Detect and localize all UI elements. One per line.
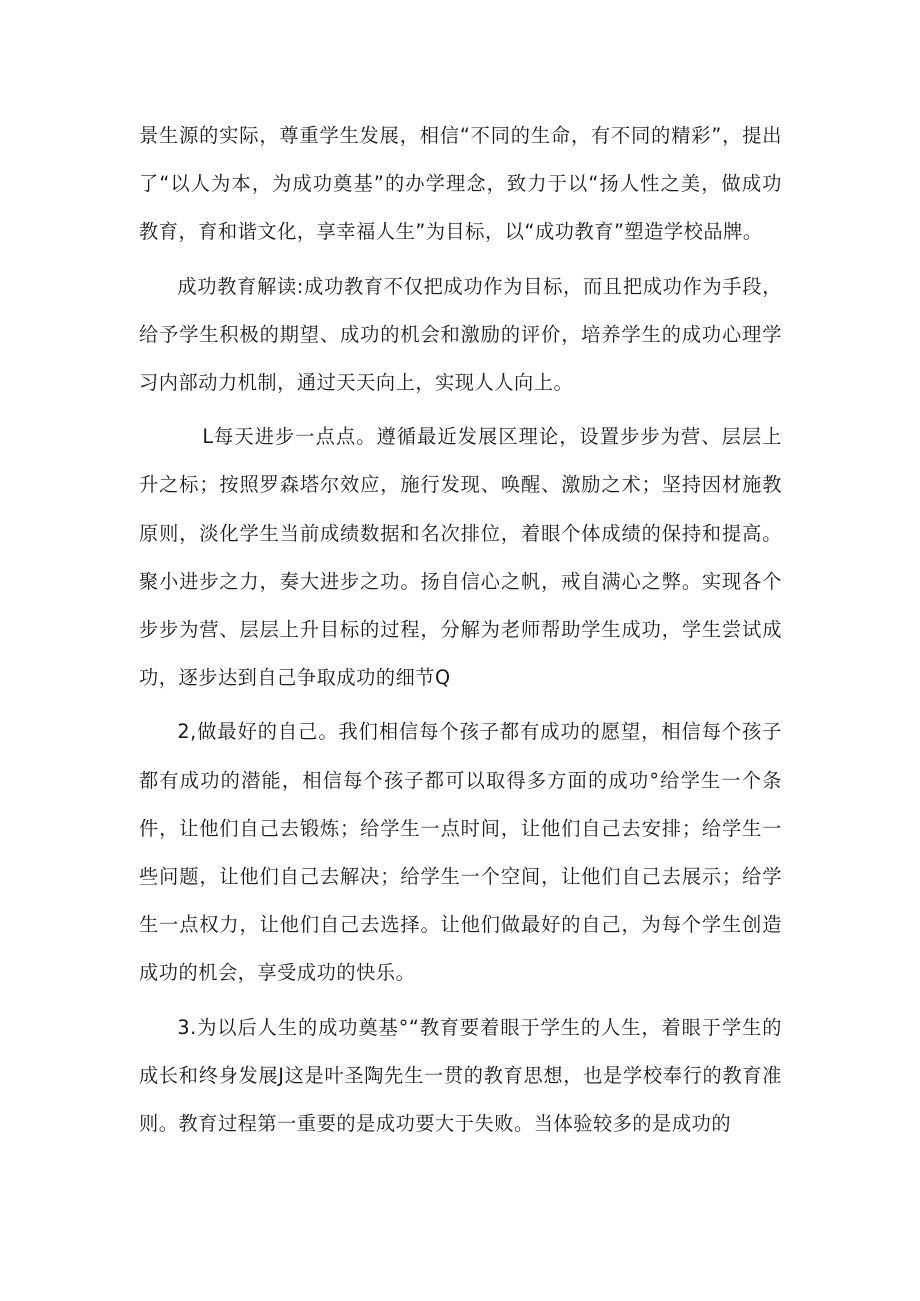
document-body	[139, 112, 782, 1154]
paragraph-progress-every-day: L每天进步一点点。遵循最近发展区理论，设置步步为营、层层上升之标；按照罗森塔尔效应，施行发现、唤醒、激励之术；坚持因材施教原则，淡化学生当前成绩数据和名次排位，着眼个体成绩的保持和提高。聚小进步之力，奏大进步之功。扬自信心之帆，戒自满心之弊。实现各个步步为营、层层上升目标的过程，分解为老师帮助学生成功，学生尝试成功，逐步达到自己争取成功的细节Q	[139, 425, 782, 690]
paragraph-be-best-self: 2,做最好的自己。我们相信每个孩子都有成功的愿望，相信每个孩子都有成功的潜能，相信每个孩子都可以取得多方面的成功°给学生一个条件，让他们自己去锻炼；给学生一点时间，让他们自己去安排；给学生一些问题，让他们自己去解决；给学生一个空间，让他们自己去展示；给学生一点权力，让他们自己去选择。让他们做最好的自己，为每个学生创造成功的机会，享受成功的快乐。	[139, 720, 782, 985]
paragraph-success-education-interpretation: 成功教育解读:成功教育不仅把成功作为目标，而且把成功作为手段，给予学生积极的期望、成功的机会和激励的评价，培养学生的成功心理学习内部动力机制，通过天天向上，实现人人向上。	[139, 274, 782, 395]
paragraph-school-philosophy: 景生源的实际，尊重学生发展，相信“不同的生命，有不同的精彩”，提出了“以人为本，为成功奠基”的办学理念，致力于以“扬人性之美，做成功教育，育和谐文化，享幸福人生”为目标，以“成功教育”塑造学校品牌。	[139, 124, 782, 244]
paragraph-foundation-for-life: 3.为以后人生的成功奠基°“教育要着眼于学生的人生，着眼于学生的成长和终身发展J这是叶圣陶先生一贯的教育思想，也是学校奉行的教育准则。教育过程第一重要的是成功要大于失败。当体验较多的是成功的	[139, 1015, 782, 1136]
